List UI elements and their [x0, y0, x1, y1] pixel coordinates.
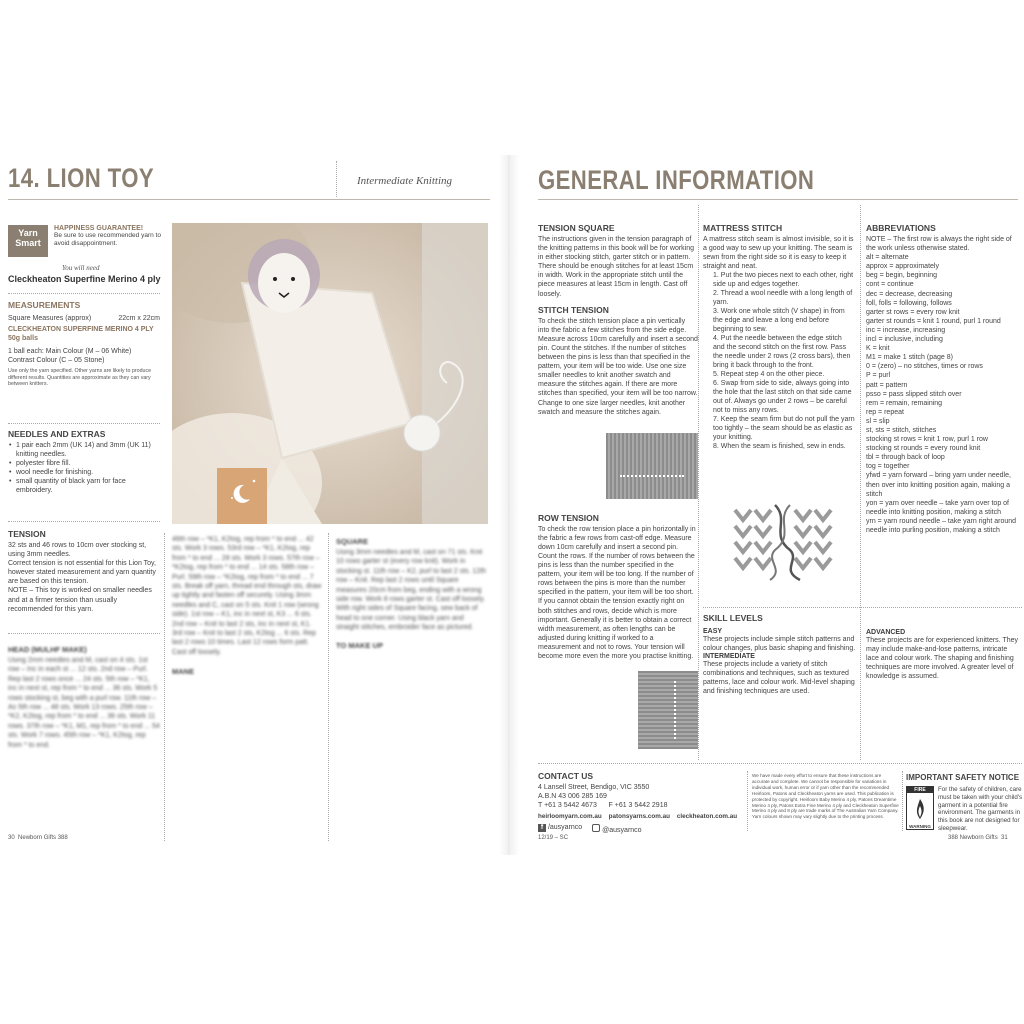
instagram-link[interactable]	[592, 824, 641, 834]
abbr-item: patt = pattern	[866, 381, 908, 389]
list-item: • wool needle for finishing.	[8, 468, 160, 477]
abbr-item: foll, folls = following, follows	[866, 299, 952, 307]
contact-heading: CONTACT US	[538, 771, 594, 781]
abbr-note: NOTE – The first row is always the right side of the work unless otherwise stated.	[866, 236, 1012, 253]
abbr-item: garter st rounds = knit 1 round, purl 1 round	[866, 317, 1001, 325]
tension-text: 32 sts and 46 rows to 10cm over stocking st, using 3mm needles.	[8, 542, 147, 559]
square-text: Using 3mm needles and M, cast on 71 sts. Knit 10 rows garter st (every row knit). Work in stocking st. 11th row – K2, purl to last 2 sts. 12th row – Knit. Rep last 2 rows until Square measures 20cm from beg, ending with a wrong side row. Work 8 rows garter st. Cast off loosely. With right sides of Square facing, sew back of head to one corner. Using black yarn and straight stitches, embroider face as pictured.	[336, 549, 487, 632]
abbr-item: alt = alternate	[866, 254, 909, 262]
abbr-item: cont = continue	[866, 281, 914, 289]
page-footer	[948, 835, 1008, 841]
footer-book: 388 Newborn Gifts	[948, 835, 998, 841]
footer-code: 12/19 – SC	[538, 835, 569, 841]
abbr-item: rep = repeat	[866, 408, 904, 416]
abbr-item: M1 = make 1 stitch (page 8)	[866, 354, 953, 362]
divider	[902, 771, 903, 831]
facebook-link[interactable]	[538, 824, 582, 834]
facebook-icon: f	[538, 824, 546, 832]
list-item: 3. Work one whole stitch (V shape) in from the edge and leave a long end before beginning to sew.	[713, 308, 845, 334]
divider	[538, 763, 1022, 764]
abbr-item: st, sts = stitch, stitches	[866, 426, 937, 434]
abbreviations-column	[866, 223, 1022, 535]
square-instructions	[336, 533, 488, 652]
fire-warning-logo	[906, 786, 934, 830]
mane-heading: MANE	[172, 667, 195, 676]
list-item: • small quantity of black yarn for face embroidery.	[8, 477, 160, 495]
lion-toy-illustration	[172, 223, 488, 524]
abbr-item: incl = inclusive, including	[866, 336, 943, 344]
abbr-item: approx = approximately	[866, 263, 939, 271]
yarn-note: Use only the yarn specified. Other yarns are likely to produce different results. Quantities are approximate as they can vary between knitters.	[8, 368, 152, 388]
safety-text: For the safety of children, care must be taken with your child's garment in a potential fire environment. The garments in this book are not designed for sleepwear.	[938, 786, 1023, 832]
guarantee-heading: HAPPINESS GUARANTEE!	[54, 225, 144, 232]
safety-heading: IMPORTANT SAFETY NOTICE	[906, 773, 1020, 782]
contact-address: 4 Lansell Street, Bendigo, VIC 3550	[538, 784, 650, 791]
tension-note-2: NOTE – This toy is worked on smaller needles and at a firmer tension than usually recommended for this yarn.	[8, 587, 152, 613]
needles-section	[8, 429, 160, 495]
easy-heading: EASY	[703, 628, 723, 635]
stitch-tension-swatch-image	[606, 433, 698, 499]
head-text: Using 2mm needles and M, cast on 4 sts. 1st row – Inc in each st ... 12 sts. 2nd row – Purl. Rep last 2 rows once ... 24 sts. 5th row – *K1, inc in next st, rep from * to end ... 36 sts. Work 5 rows stocking st, beg with a purl row. 11th row – As 5th row ... 48 sts. Work 13 rows. 25th row – *K2, K2tog, rep from * to end ... 36 sts. Work 11 rows. 37th row – *K1, M1, rep from * to end ... 54 sts. Work 7 rows. 45th row – *K1, K2tog, rep from * to end.	[8, 657, 160, 749]
contact-phone: T +61 3 5442 4673 F +61 3 5442 2918	[538, 802, 668, 810]
divider	[328, 533, 329, 841]
advanced-text: These projects are for experienced knitters. They may include make-and-lose patterns, intricate lace and colour work. The shaping and finishing techniques are more involved. A greater level of knowledge is assumed.	[866, 637, 1019, 681]
advanced-heading: ADVANCED	[866, 629, 906, 636]
list-item: • polyester fibre fill.	[8, 459, 160, 468]
abbr-item: dec = decrease, decreasing	[866, 290, 953, 298]
mattress-steps	[703, 271, 855, 451]
abbr-heading: ABBREVIATIONS	[866, 223, 936, 233]
easy-text: These projects include simple stitch patterns and colour changes, plus basic shaping and finishing.	[703, 636, 856, 653]
contact-abn: A.B.N 43 006 285 169	[538, 793, 607, 801]
abbr-item: yon = yarn over needle – take yarn over top of needle into knitting position, making a stitch	[866, 499, 1010, 516]
needles-heading: NEEDLES AND EXTRAS	[8, 429, 106, 439]
head-heading: HEAD (MULHF MAKE)	[8, 645, 87, 654]
skill-heading: SKILL LEVELS	[703, 613, 763, 623]
divider	[698, 205, 699, 760]
instagram-icon	[592, 824, 600, 832]
head-instructions	[8, 641, 160, 750]
guarantee-box	[54, 225, 164, 248]
mattress-column	[703, 223, 855, 451]
page-number: 30	[8, 835, 15, 841]
book-spine	[499, 155, 519, 855]
divider	[164, 533, 165, 841]
mattress-stitch-diagram	[730, 500, 840, 585]
yarn-smart-badge: Yarn Smart	[8, 225, 48, 257]
abbr-item: tog = together	[866, 463, 910, 471]
list-item: 1. Put the two pieces next to each other, right side up and edges together.	[713, 272, 854, 289]
divider	[8, 423, 160, 424]
abbr-item: garter st rows = every row knit	[866, 308, 960, 316]
abbr-item: psso = pass slipped stitch over	[866, 390, 962, 398]
websites[interactable]: heirloomyarn.com.au patonsyarns.com.au cleckheaton.com.au	[538, 813, 738, 821]
mattress-heading: MATTRESS STITCH	[703, 223, 783, 233]
page-number: 31	[1001, 835, 1008, 841]
tension-square-heading: TENSION SQUARE	[538, 223, 615, 233]
mattress-intro: A mattress stitch seam is almost invisible, so it is a good way to sew up your knitting. The seam is sewn from the right side so it is easy to keep it straight and neat.	[703, 236, 854, 271]
tension-square-text: The instructions given in the tension paragraph of the knitting patterns in this book will be for working in either stocking stitch, garter stitch or in pattern. There should be enough stitches for at least 15cm in width. Work in the appropriate stitch until the piece measures at least 15cm in length. Cast off loosely.	[538, 236, 695, 298]
intermediate-heading: INTERMEDIATE	[703, 653, 755, 661]
mane-instructions	[172, 533, 322, 676]
abbr-item: tbl = through back of loop	[866, 454, 945, 462]
list-item: 8. When the seam is finished, sew in ends.	[713, 443, 846, 451]
yarn-heading: CLECKHEATON SUPERFINE MERINO 4 PLY 50g balls	[8, 326, 154, 343]
needles-list	[8, 441, 160, 495]
yarn-name: Cleckheaton Superfine Merino 4 ply	[8, 274, 161, 284]
measurements-heading: MEASUREMENTS	[8, 300, 81, 310]
list-item: • 1 pair each 2mm (UK 14) and 3mm (UK 11) knitting needles.	[8, 441, 160, 459]
divider	[703, 607, 1022, 608]
title-rule	[8, 199, 490, 200]
stitch-tension-heading: STITCH TENSION	[538, 304, 609, 315]
square-label: Square Measures (approx)	[8, 315, 92, 322]
pin-markers	[620, 475, 684, 478]
facebook-handle: /ausyarnco	[547, 824, 583, 832]
row-tension-heading: ROW TENSION	[538, 512, 599, 523]
pin-markers-vertical	[674, 681, 677, 739]
measurements-section	[8, 300, 160, 388]
skill-level-subtitle: Intermediate Knitting	[357, 175, 453, 187]
warning-label: WARNING	[909, 824, 931, 829]
footer-book: Newborn Gifts 388	[18, 835, 68, 841]
square-heading: SQUARE	[336, 537, 369, 546]
page-title: 14. LION TOY	[8, 163, 154, 193]
abbr-item: 0 = (zero) – no stitches, times or rows	[866, 363, 983, 371]
list-item: 7. Keep the seam firm but do not pull the yarn too tightly – the seam should be as elastic as your knitting.	[713, 416, 855, 442]
square-measure-row	[8, 314, 160, 323]
list-item: 5. Repeat step 4 on the other piece.	[713, 371, 825, 379]
abbr-item: inc = increase, increasing	[866, 326, 946, 334]
contact-section	[538, 771, 748, 834]
tension-heading: TENSION	[8, 529, 46, 539]
make-up-heading: TO MAKE UP	[336, 640, 383, 650]
abbr-item: beg = begin, beginning	[866, 272, 938, 280]
fire-label: FIRE	[907, 787, 933, 793]
page-footer	[8, 835, 68, 841]
divider	[336, 161, 337, 197]
intermediate-text: These projects include a variety of stitch combinations and techniques, such as textured patterns, lace and colour work. Mid-level shaping and finishing techniques are used.	[703, 661, 855, 696]
right-page	[520, 155, 1024, 855]
advanced-section	[866, 629, 1022, 681]
you-will-need-label: You will need	[62, 264, 100, 272]
left-page	[0, 155, 498, 855]
abbr-item: sl = slip	[866, 417, 890, 425]
abbr-item: yrn = yarn round needle – take yarn right around needle into purling position, making a stitch	[866, 517, 1017, 534]
row-tension-text: To check the row tension place a pin horizontally in the fabric a few rows from cast-off edge. Measure down 10cm carefully and insert a second pin. Count the rows. If the number of rows between the pins is less than the number specified in the pattern, your item will be too long. If the number of rows between the pins is more than the number specified in the pattern, your item will be too short. If you cannot obtain the tension exactly right on both stitches and rows, decide which is more important. Generally it is better to obtain a correct width measurement, as often lengths can be adjusted during knitting if worked to a measurement and not to rows. Your tension will become more even the more you practise knitting.	[538, 525, 696, 660]
flame-icon	[913, 798, 927, 820]
divider	[8, 633, 160, 634]
divider	[747, 771, 748, 831]
divider	[8, 293, 160, 294]
tension-note: Correct tension is not essential for this Lion Toy, however stated measurement and yarn quantity are based on this tension.	[8, 560, 156, 586]
abbr-item: P = purl	[866, 372, 891, 380]
list-item: 6. Swap from side to side, always going into the hole that the last stitch on that side came out of. Always go under 2 rows – be careful not to miss any rows.	[713, 380, 852, 415]
safety-section	[906, 773, 1024, 833]
divider	[8, 521, 160, 522]
list-item: 2. Thread a wool needle with a long length of yarn.	[713, 290, 853, 307]
square-value: 22cm x 22cm	[118, 315, 160, 322]
abbr-item: stocking st rows = knit 1 row, purl 1 row	[866, 436, 988, 444]
disclaimer: We have made every effort to ensure that these instructions are accurate and complete. We cannot be responsible for variations in individual work, human error or if yarn other than the recommended Heirloom, Patons and Cleckheaton yarns are used. This publication is protected by copyright. Heirloom Baby Merino 4 ply, Patons Dreamtime Merino 4 ply, Patons Extra Fine Merino 4 ply and Cleckheaton Superfine Merino 4 ply and 8 ply are trade marks of The Australian Yarn Company. Yarn colours shown may vary slightly due to the printing process.	[752, 773, 899, 820]
mane-text: 46th row – *K1, K2tog, rep from * to end ... 42 sts. Work 3 rows. 53rd row – *K1, K2tog, rep from * to end ... 28 sts. Work 3 rows. 57th row – *K2tog, rep from * to end ... 14 sts. 58th row – Purl. 59th row – *K2tog, rep from * to end ... 7 sts. Break off yarn, thread end through sts, draw up tightly and fasten off securely. Using 3mm needles and C, cast on 5 sts. Knit 1 row (wrong side). 1st row – K1, inc in next st, K3 ... 6 sts. 2nd row – Knit to last 2 sts, inc in next st, K1. 3rd row – Knit to last 2 sts, K2tog ... 6 sts. Rep last 2 rows 10 times. Last 12 rows form patt. Cast off loosely.	[172, 536, 322, 656]
stitch-tension-text: To check the stitch tension place a pin vertically into the fabric a few stitches from the side edge. Measure across 10cm carefully and insert a second pin. Count the stitches. If the number of stitches between the pins is less than that specified in the pattern, your item will be too wide. Use one size smaller needles to knit another swatch and measure the stitches again. If there are more stitches than specified, your item will be too narrow. Change to one size larger needles, knit another swatch and measure the stitches again.	[538, 317, 698, 416]
guarantee-text: Be sure to use recommended yarn to avoid disappointment.	[54, 232, 161, 247]
abbr-item: stocking st rounds = every round knit	[866, 445, 981, 453]
divider	[860, 205, 861, 760]
abbr-item: K = knit	[866, 345, 890, 353]
main-colour: 1 ball each: Main Colour (M – 06 White)	[8, 348, 132, 356]
row-tension-swatch-image	[638, 671, 698, 749]
safety-body	[906, 786, 1024, 833]
abbr-item: yfwd = yarn forward – bring yarn under needle, then over into knitting position again, making a stitch	[866, 472, 1011, 498]
list-item: 4. Put the needle between the edge stitch and the second stitch on the first row. Pass the needle under 2 rows (2 cross bars), then bring it back through to the front.	[713, 335, 851, 370]
contrast-colour: Contrast Colour (C – 05 Stone)	[8, 357, 105, 365]
title-rule	[538, 199, 1018, 200]
lion-toy-photo	[172, 223, 488, 524]
instagram-handle: @ausyarnco	[602, 827, 642, 835]
social-links	[538, 824, 748, 834]
skill-levels-section	[703, 613, 858, 697]
tension-section	[8, 529, 160, 614]
abbr-item: rem = remain, remaining	[866, 399, 943, 407]
page-title: GENERAL INFORMATION	[538, 165, 815, 195]
